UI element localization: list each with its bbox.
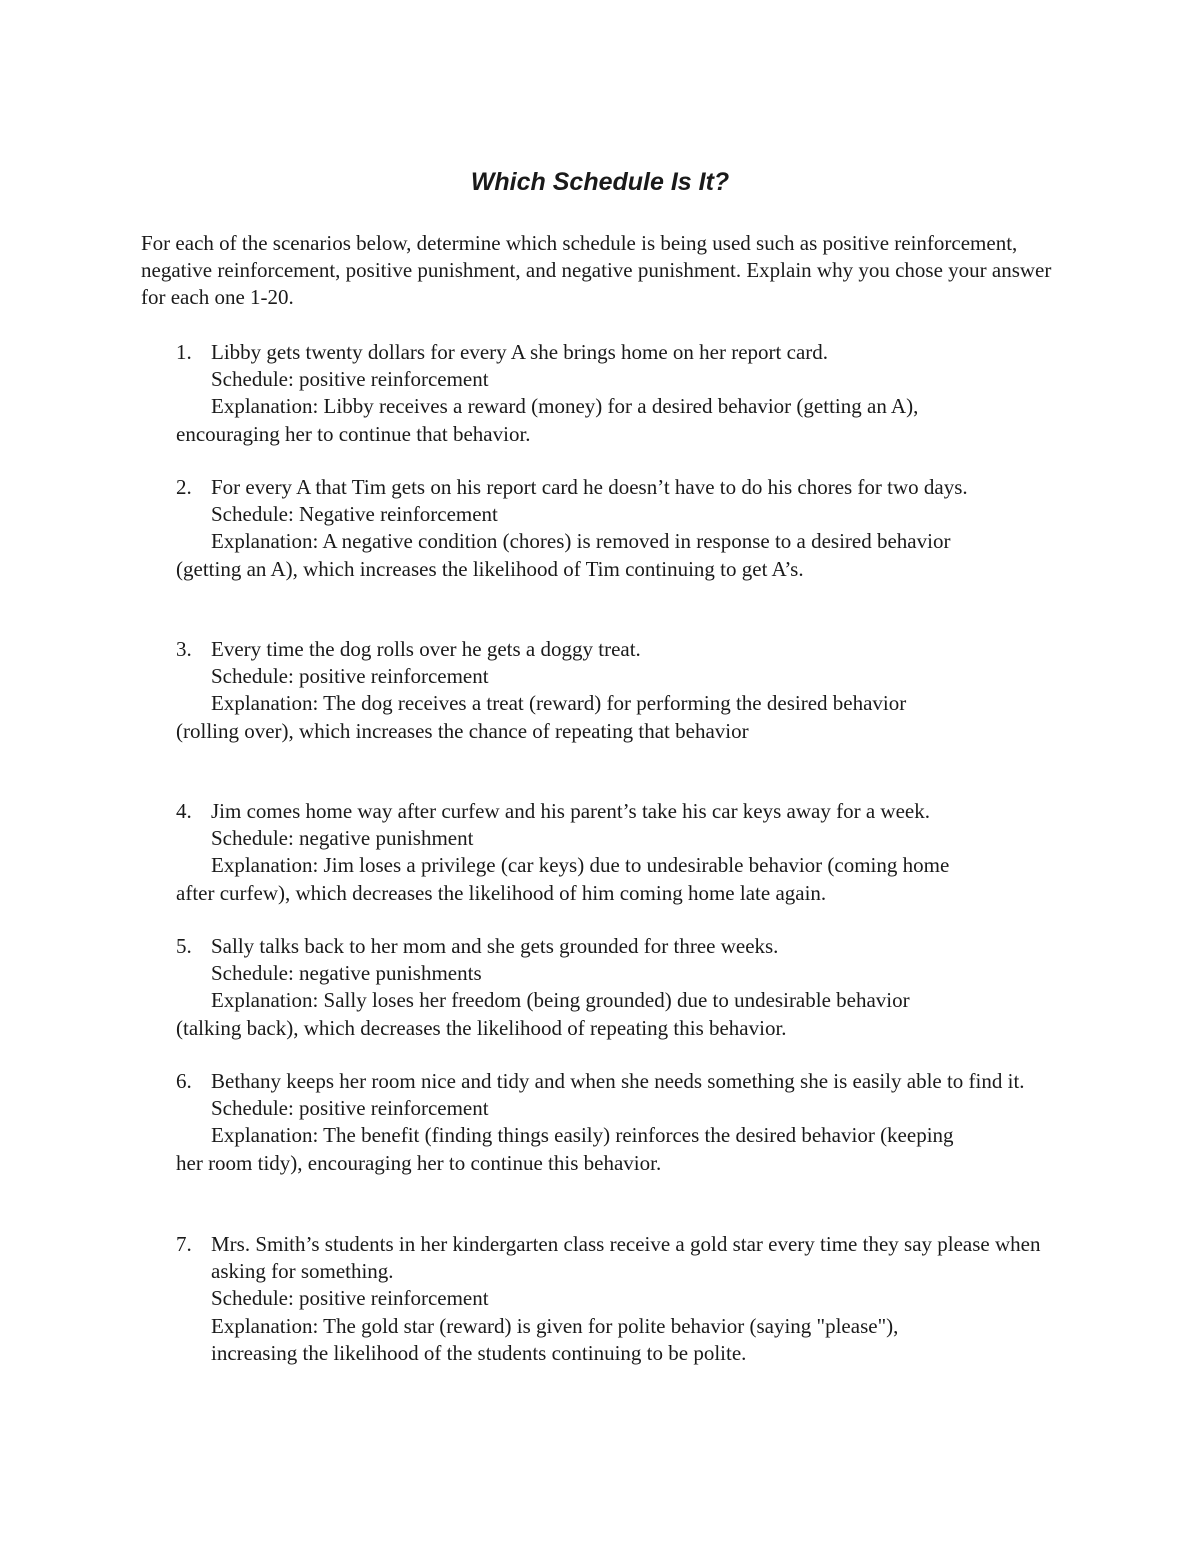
item-scenario: Mrs. Smith’s students in her kindergarten class receive a gold star every time they say please when asking for something. xyxy=(211,1232,1041,1284)
item-explanation-rest: increasing the likelihood of the students continuing to be polite. xyxy=(211,1340,747,1365)
item-scenario: Sally talks back to her mom and she gets grounded for three weeks. xyxy=(211,934,779,958)
item-scenario: Jim comes home way after curfew and his parent’s take his car keys away for a week. xyxy=(211,799,930,823)
page-title: Which Schedule Is It? xyxy=(470,168,730,196)
item-number: 1. xyxy=(176,340,192,364)
item-number: 3. xyxy=(176,637,192,661)
item-scenario: Every time the dog rolls over he gets a doggy treat. xyxy=(211,637,641,661)
intro-paragraph: For each of the scenarios below, determine which schedule is being used such as positive reinforcement, negative reinforcement, positive punishment, and negative punishment. Explain why you chose your answer for each one 1-20. xyxy=(141,231,1052,310)
item-explanation-start: Explanation: Sally loses her freedom (being grounded) due to undesirable behavior xyxy=(211,988,910,1013)
item-explanation-start: Explanation: The gold star (reward) is given for polite behavior (saying "please"), xyxy=(211,1313,899,1338)
item-explanation-start: Explanation: The benefit (finding things easily) reinforces the desired behavior (keeping xyxy=(211,1123,954,1148)
item-schedule: Schedule: negative punishments xyxy=(211,961,482,986)
item-scenario: Bethany keeps her room nice and tidy and when she needs something she is easily able to find it. xyxy=(211,1069,1025,1093)
item-schedule: Schedule: Negative reinforcement xyxy=(211,502,498,527)
item-explanation-start: Explanation: Libby receives a reward (money) for a desired behavior (getting an A), xyxy=(211,394,919,419)
item-number: 2. xyxy=(176,475,192,499)
item-explanation-rest: her room tidy), encouraging her to continue this behavior. xyxy=(176,1150,662,1175)
item-number: 6. xyxy=(176,1069,192,1093)
item-explanation-start: Explanation: A negative condition (chores) is removed in response to a desired behavior xyxy=(211,529,951,554)
item-explanation-rest: after curfew), which decreases the likelihood of him coming home late again. xyxy=(176,880,827,905)
item-number: 7. xyxy=(176,1232,192,1256)
list-item xyxy=(176,933,1071,1042)
list-item xyxy=(176,636,1071,745)
item-explanation-rest: (rolling over), which increases the chance of repeating that behavior xyxy=(176,718,749,743)
item-explanation-start: Explanation: The dog receives a treat (reward) for performing the desired behavior xyxy=(211,691,907,716)
list-item xyxy=(176,798,1071,907)
item-explanation-rest: (getting an A), which increases the likelihood of Tim continuing to get A’s. xyxy=(176,556,804,581)
item-schedule: Schedule: negative punishment xyxy=(211,826,474,851)
list-item xyxy=(176,339,1071,448)
item-explanation-rest: encouraging her to continue that behavior. xyxy=(176,421,531,446)
item-schedule: Schedule: positive reinforcement xyxy=(211,1096,489,1121)
item-schedule: Schedule: positive reinforcement xyxy=(211,664,489,689)
item-number: 5. xyxy=(176,934,192,958)
item-explanation-start: Explanation: Jim loses a privilege (car keys) due to undesirable behavior (coming home xyxy=(211,853,950,878)
item-scenario: Libby gets twenty dollars for every A she brings home on her report card. xyxy=(211,340,829,364)
item-explanation-rest: (talking back), which decreases the likelihood of repeating this behavior. xyxy=(176,1015,787,1040)
list-item xyxy=(176,1068,1071,1177)
item-scenario: For every A that Tim gets on his report card he doesn’t have to do his chores for two days. xyxy=(211,475,968,499)
list-item xyxy=(176,474,1071,583)
item-schedule: Schedule: positive reinforcement xyxy=(211,367,489,392)
list-item xyxy=(176,1231,1071,1367)
item-schedule: Schedule: positive reinforcement xyxy=(211,1286,489,1311)
item-number: 4. xyxy=(176,799,192,823)
